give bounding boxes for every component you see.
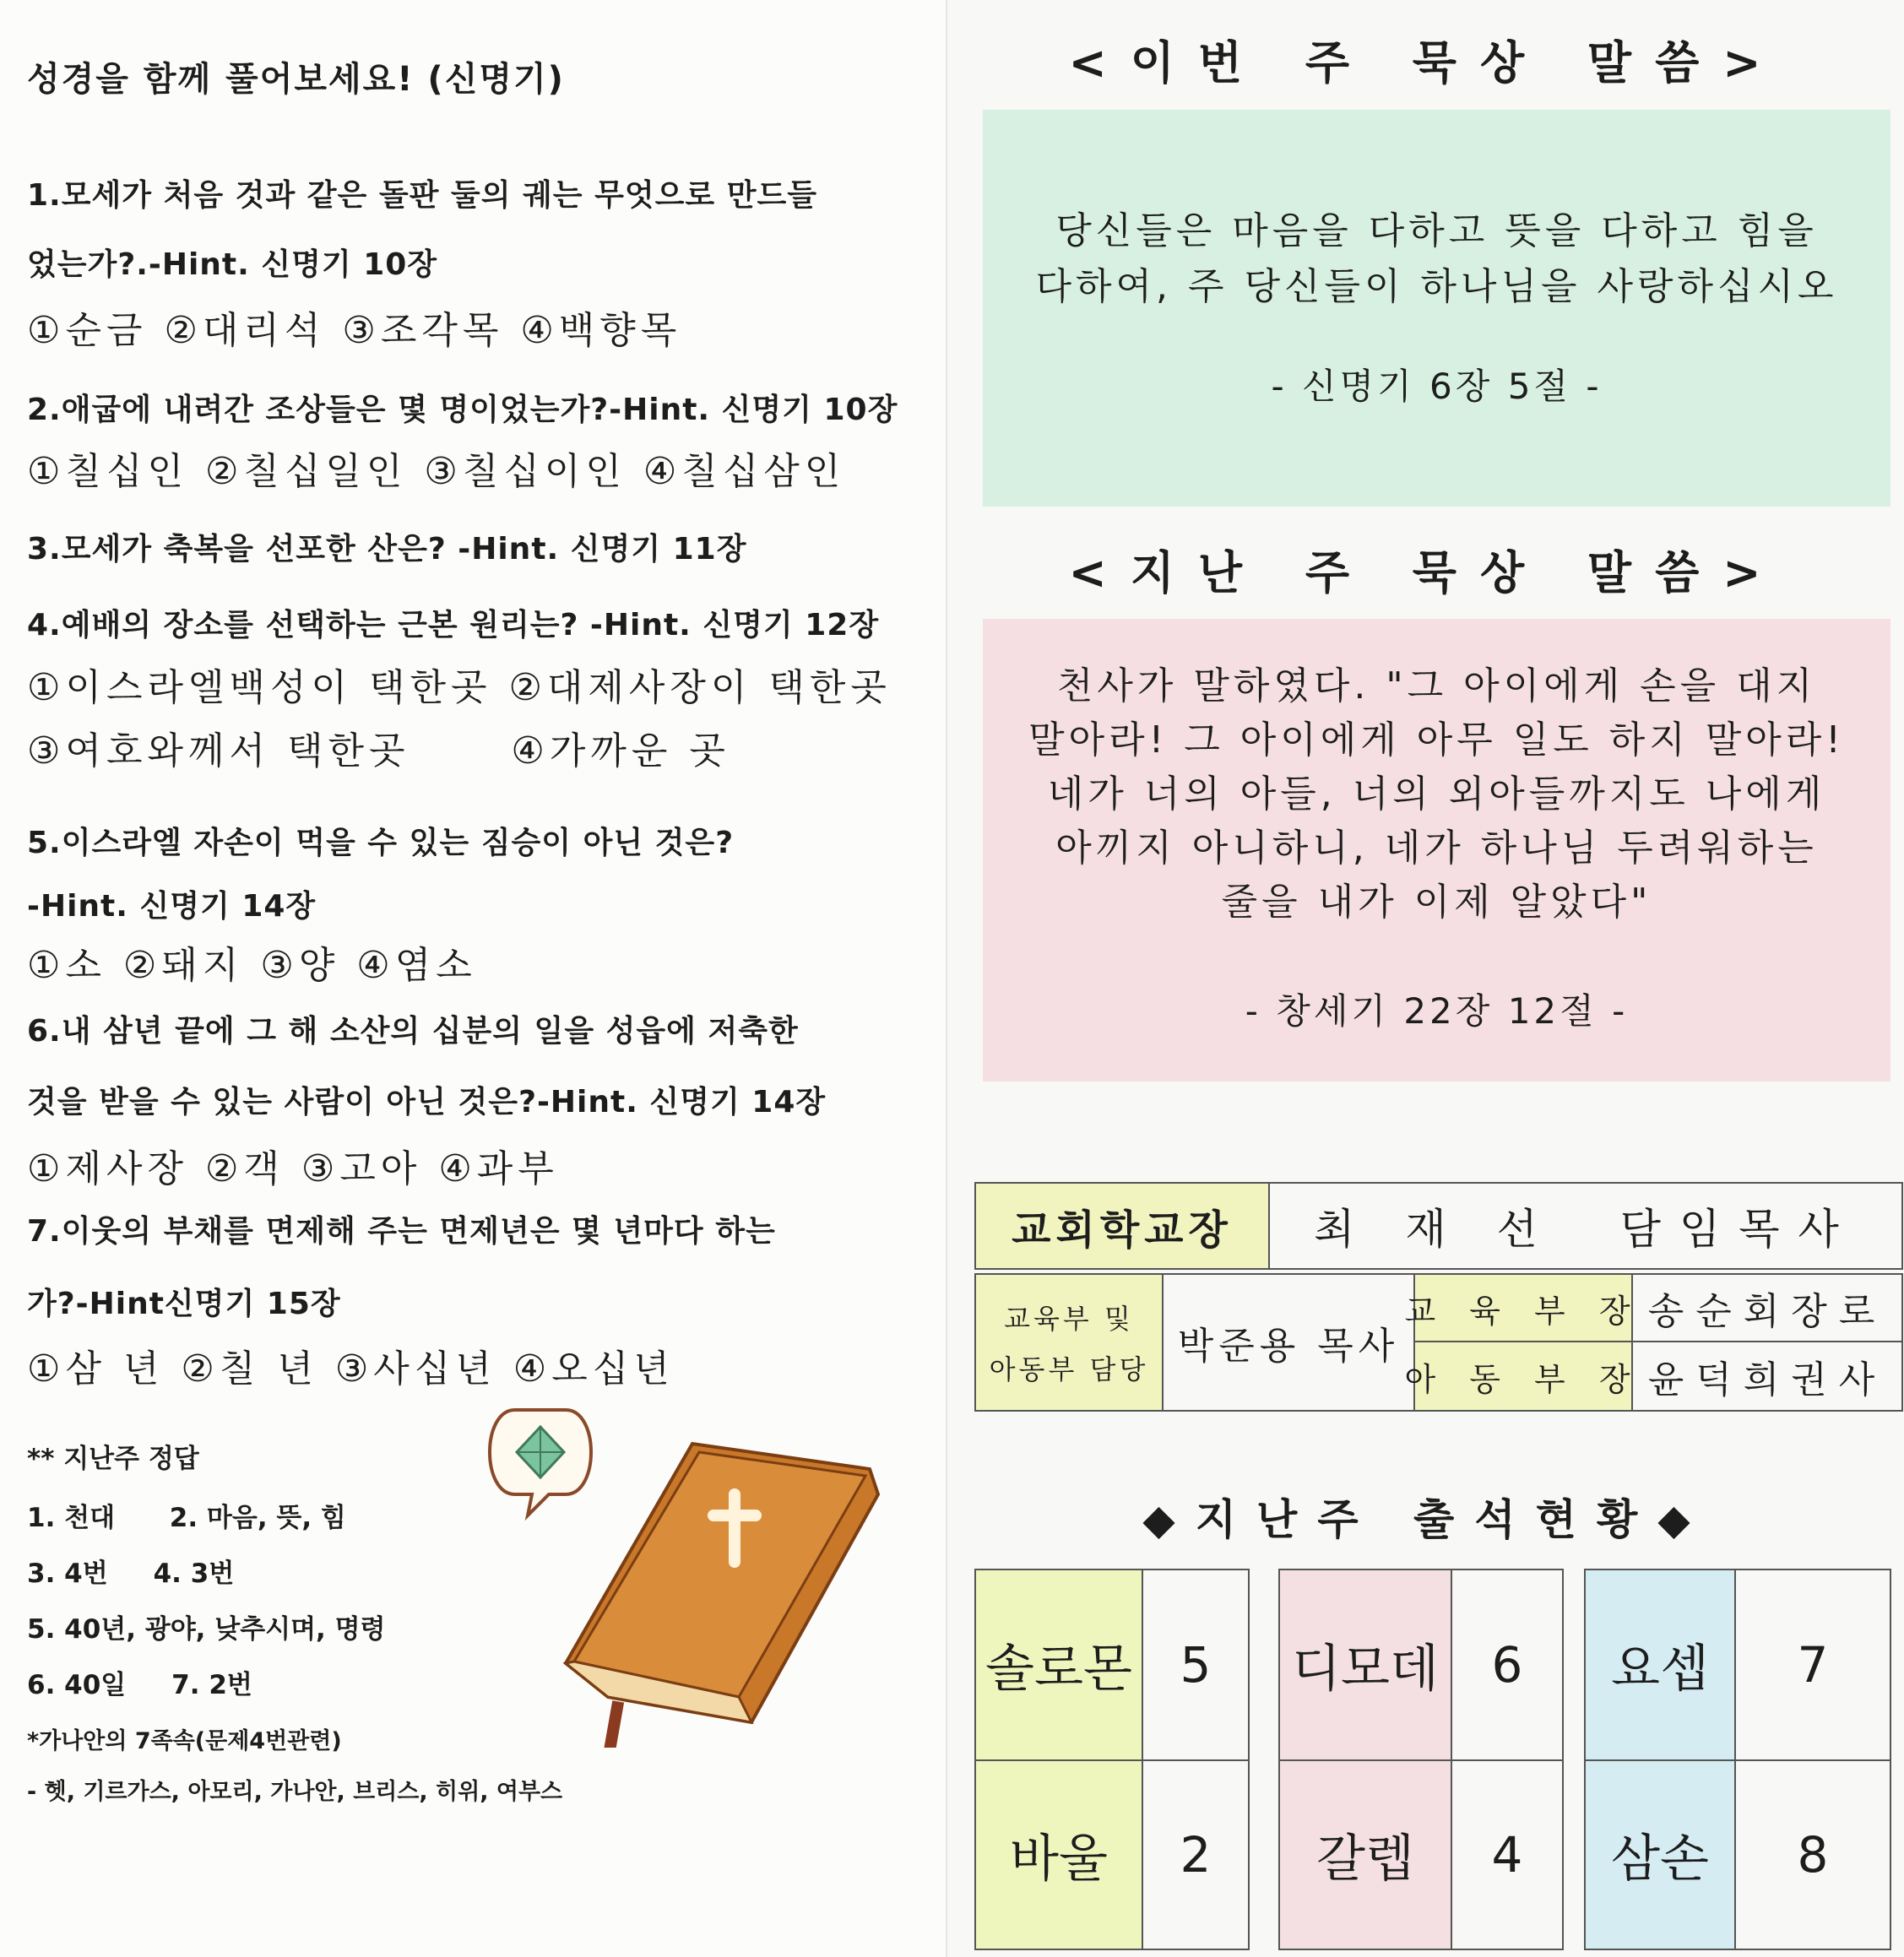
question-5-line-1: 5.이스라엘 자손이 먹을 수 있는 짐승이 아닌 것은? (27, 826, 735, 860)
group-name: 요셉 (1584, 1569, 1736, 1761)
group-count: 5 (1142, 1569, 1250, 1761)
answer-line-4: 6. 40일 7. 2번 (27, 1670, 252, 1700)
question-6-line-2: 것을 받을 수 있는 사람이 아닌 것은?-Hint. 신명기 14장 (27, 1085, 827, 1119)
this-week-verse-line-2: 다하여, 주 당신들이 하나님을 사랑하십시오 (1035, 265, 1838, 308)
bible-illustration (481, 1393, 895, 1748)
question-5-options: ①소 ②돼지 ③양 ④염소 (27, 944, 477, 987)
group-name: 갈렙 (1278, 1759, 1452, 1950)
group-name: 바울 (974, 1759, 1143, 1950)
this-week-title: <이번 주 묵상 말씀> (1068, 36, 1785, 89)
edu-name: 박준용 목사 (1162, 1273, 1415, 1412)
question-7-line-1: 7.이웃의 부채를 면제해 주는 면제년은 몇 년마다 하는 (27, 1214, 776, 1249)
book-icon (566, 1444, 878, 1748)
question-1-line-2: 었는가?.-Hint. 신명기 10장 (27, 247, 438, 282)
answers-heading: ** 지난주 정답 (27, 1444, 199, 1474)
attendance-title: ◆지난주 출석현황◆ (1142, 1495, 1711, 1544)
group-count: 4 (1451, 1759, 1564, 1950)
last-week-verse-line-2: 말아라! 그 아이에게 아무 일도 하지 말아라! (1028, 718, 1845, 762)
group-name: 솔로몬 (974, 1569, 1143, 1761)
this-week-verse-box (983, 110, 1890, 507)
question-4-line-1: 4.예배의 장소를 선택하는 근본 원리는? -Hint. 신명기 12장 (27, 608, 880, 642)
group-count: 7 (1734, 1569, 1891, 1761)
question-7-options: ①삼 년 ②칠 년 ③사십년 ④오십년 (27, 1347, 675, 1390)
answer-line-1: 1. 천대 2. 마음, 뜻, 힘 (27, 1503, 346, 1533)
bulletin-panel (946, 0, 1904, 1957)
principal-name: 최 재 선 담임목사 (1268, 1182, 1903, 1270)
group-count: 2 (1142, 1759, 1250, 1950)
question-5-line-2: -Hint. 신명기 14장 (27, 889, 317, 924)
question-2-options: ①칠십인 ②칠십일인 ③칠십이인 ④칠십삼인 (27, 450, 846, 493)
edu-head-label: 교 육 부 장 (1413, 1273, 1633, 1342)
question-4-options-1: ①이스라엘백성이 택한곳 ②대제사장이 택한곳 (27, 666, 892, 709)
quiz-panel (0, 0, 946, 1957)
answer-line-3: 5. 40년, 광야, 낮추시며, 명령 (27, 1614, 386, 1645)
last-week-reference: - 창세기 22장 12절 - (1245, 990, 1629, 1032)
edu-label (974, 1273, 1164, 1412)
quiz-title: 성경을 함께 풀어보세요! (신명기) (27, 60, 565, 99)
staff-table (974, 1182, 1903, 1412)
question-1-line-1: 1.모세가 처음 것과 같은 돌판 둘의 궤는 무엇으로 만드들 (27, 178, 818, 213)
group-count: 6 (1451, 1569, 1564, 1761)
question-7-line-2: 가?-Hint신명기 15장 (27, 1287, 341, 1321)
edu-label-line-1: 교육부 및 (1004, 1303, 1134, 1335)
last-week-verse-box (983, 619, 1890, 1082)
edu-head-name: 송순회장로 (1631, 1273, 1903, 1342)
answer-note-detail: - 헷, 기르가스, 아모리, 가나안, 브리스, 히위, 여부스 (27, 1779, 563, 1805)
group-name: 디모데 (1278, 1569, 1452, 1761)
question-2-line-1: 2.애굽에 내려간 조상들은 몇 명이었는가?-Hint. 신명기 10장 (27, 393, 898, 427)
question-1-options: ①순금 ②대리석 ③조각목 ④백향목 (27, 309, 682, 352)
group-name: 삼손 (1584, 1759, 1736, 1950)
question-3-line-1: 3.모세가 축복을 선포한 산은? -Hint. 신명기 11장 (27, 532, 747, 566)
question-6-options: ①제사장 ②객 ③고아 ④과부 (27, 1147, 559, 1190)
child-head-label: 아 동 부 장 (1413, 1341, 1633, 1412)
child-head-name: 윤덕희권사 (1631, 1341, 1903, 1412)
last-week-verse-line-1: 천사가 말하였다. "그 아이에게 손을 대지 (1056, 664, 1817, 707)
edu-label-line-2: 아동부 담당 (989, 1353, 1149, 1385)
last-week-verse-line-5: 줄을 내가 이제 알았다" (1221, 881, 1652, 924)
this-week-reference: - 신명기 6장 5절 - (1271, 366, 1603, 407)
group-count: 8 (1734, 1759, 1891, 1950)
last-week-verse-line-4: 아끼지 아니하니, 네가 하나님 두려워하는 (1055, 827, 1818, 870)
answer-line-2: 3. 4번 4. 3번 (27, 1559, 235, 1589)
question-4-options-2: ③여호와께서 택한곳 ④가까운 곳 (27, 729, 730, 772)
last-week-title: <지난 주 묵상 말씀> (1068, 546, 1785, 599)
last-week-verse-line-3: 네가 너의 아들, 너의 외아들까지도 나에게 (1047, 772, 1826, 816)
this-week-verse-line-1: 당신들은 마음을 다하고 뜻을 다하고 힘을 (1055, 209, 1818, 252)
question-6-line-1: 6.내 삼년 끝에 그 해 소산의 십분의 일을 성읍에 저축한 (27, 1014, 799, 1049)
principal-label: 교회학교장 (974, 1182, 1270, 1270)
answer-note: *가나안의 7족속(문제4번관련) (27, 1728, 342, 1754)
